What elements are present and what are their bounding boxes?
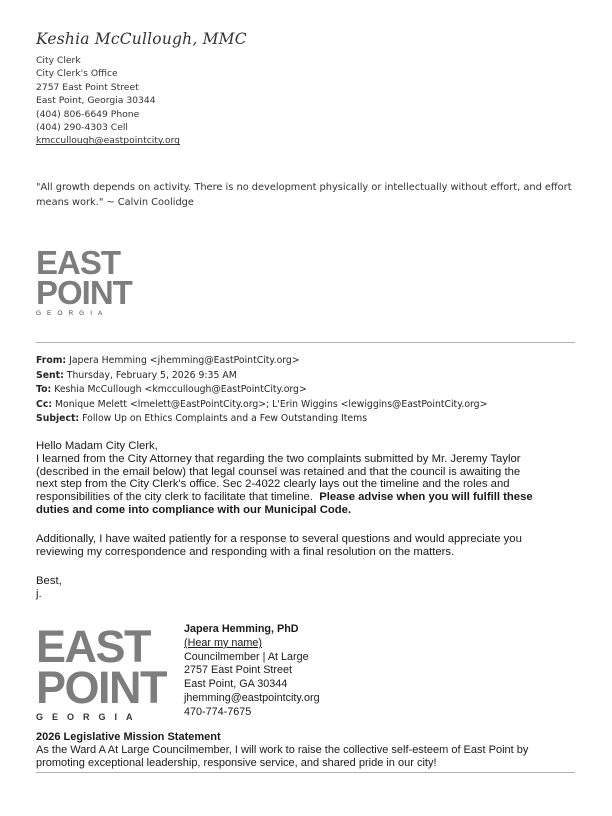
mission-line: promoting exceptional leadership, responsive service, and shared pride in our city!	[36, 756, 437, 769]
signature-line: (404) 290-4303 Cell	[36, 122, 128, 134]
logo-line-point: POINT	[36, 661, 167, 713]
sender-card	[184, 623, 320, 720]
hear-my-name-link[interactable]: (Hear my name)	[184, 636, 262, 649]
mission-statement	[36, 731, 584, 769]
logo-line-georgia: GEORGIA	[36, 310, 109, 318]
east-point-logo	[36, 244, 132, 318]
logo-line-east: EAST	[36, 621, 151, 672]
header-to: To: Keshia McCullough <kmccullough@EastPointCity.org>	[36, 384, 307, 396]
logo-line-east: EAST	[36, 244, 121, 281]
signature-line: City Clerk's Office	[36, 68, 118, 80]
email-greeting: Hello Madam City Clerk,	[36, 440, 158, 452]
email-initial: j.	[36, 588, 42, 600]
header-sent: Sent: Thursday, February 5, 2026 9:35 AM	[36, 369, 237, 381]
east-point-logo-large	[36, 621, 167, 722]
sender-phone: 470-774-7675	[184, 705, 252, 718]
signature-line: (404) 806-6649 Phone	[36, 108, 140, 120]
divider	[36, 342, 575, 343]
sender-street: 2757 East Point Street	[184, 664, 293, 677]
sender-city: East Point, GA 30344	[184, 678, 288, 691]
signature-email-link[interactable]: kmccullough@eastpointcity.org	[36, 135, 181, 147]
header-from: From: Japera Hemming <jhemming@EastPointCity.org>	[36, 355, 300, 366]
email-paragraph-2: Additionally, I have waited patiently for a response to several questions and would appreciate you reviewing my correspondence and responding with a final resolution on the matters.	[36, 533, 522, 558]
sender-name: Japera Hemming, PhD	[184, 623, 299, 635]
email-closing: Best,	[36, 575, 62, 587]
logo-line-point: POINT	[36, 273, 132, 311]
signature-name: Keshia McCullough, MMC	[36, 30, 247, 48]
logo-line-georgia: GEORGIA	[36, 712, 142, 722]
signature-block	[36, 54, 180, 148]
header-subject: Subject: Follow Up on Ethics Complaints and a Few Outstanding Items	[36, 413, 368, 425]
sender-title: Councilmember | At Large	[184, 650, 309, 663]
email-paragraph-1: I learned from the City Attorney that regarding the two complaints submitted by Mr. Jeremy Taylor (described in the email below) that legal counsel was retained and that the council is awaiting the next step from the City Clerk's office. Sec 2-4022 clearly lays out the timeline and the roles and responsibilities of the city clerk to facilitate that timeline. Please advise when you will fulfill these duties and come into compliance with our Municipal Code.	[36, 453, 533, 516]
divider	[36, 772, 575, 773]
header-cc: Cc: Monique Melett <lmelett@EastPointCity.org>; L'Erin Wiggins <lewiggins@EastPointCity.org>	[36, 398, 488, 410]
signature-line: 2757 East Point Street	[36, 81, 139, 93]
mission-line: As the Ward A At Large Councilmember, I will work to raise the collective self-esteem of East Point by	[36, 743, 529, 756]
email-header	[36, 354, 487, 427]
signature-line: City Clerk	[36, 55, 81, 66]
sender-email[interactable]: jhemming@eastpointcity.org	[184, 691, 320, 704]
signature-quote: "All growth depends on activity. There is no development physically or intellectually without effort, and effort means work." ~ Calvin Coolidge	[36, 182, 572, 208]
signature-line: East Point, Georgia 30344	[36, 95, 156, 107]
mission-heading: 2026 Legislative Mission Statement	[36, 731, 221, 743]
